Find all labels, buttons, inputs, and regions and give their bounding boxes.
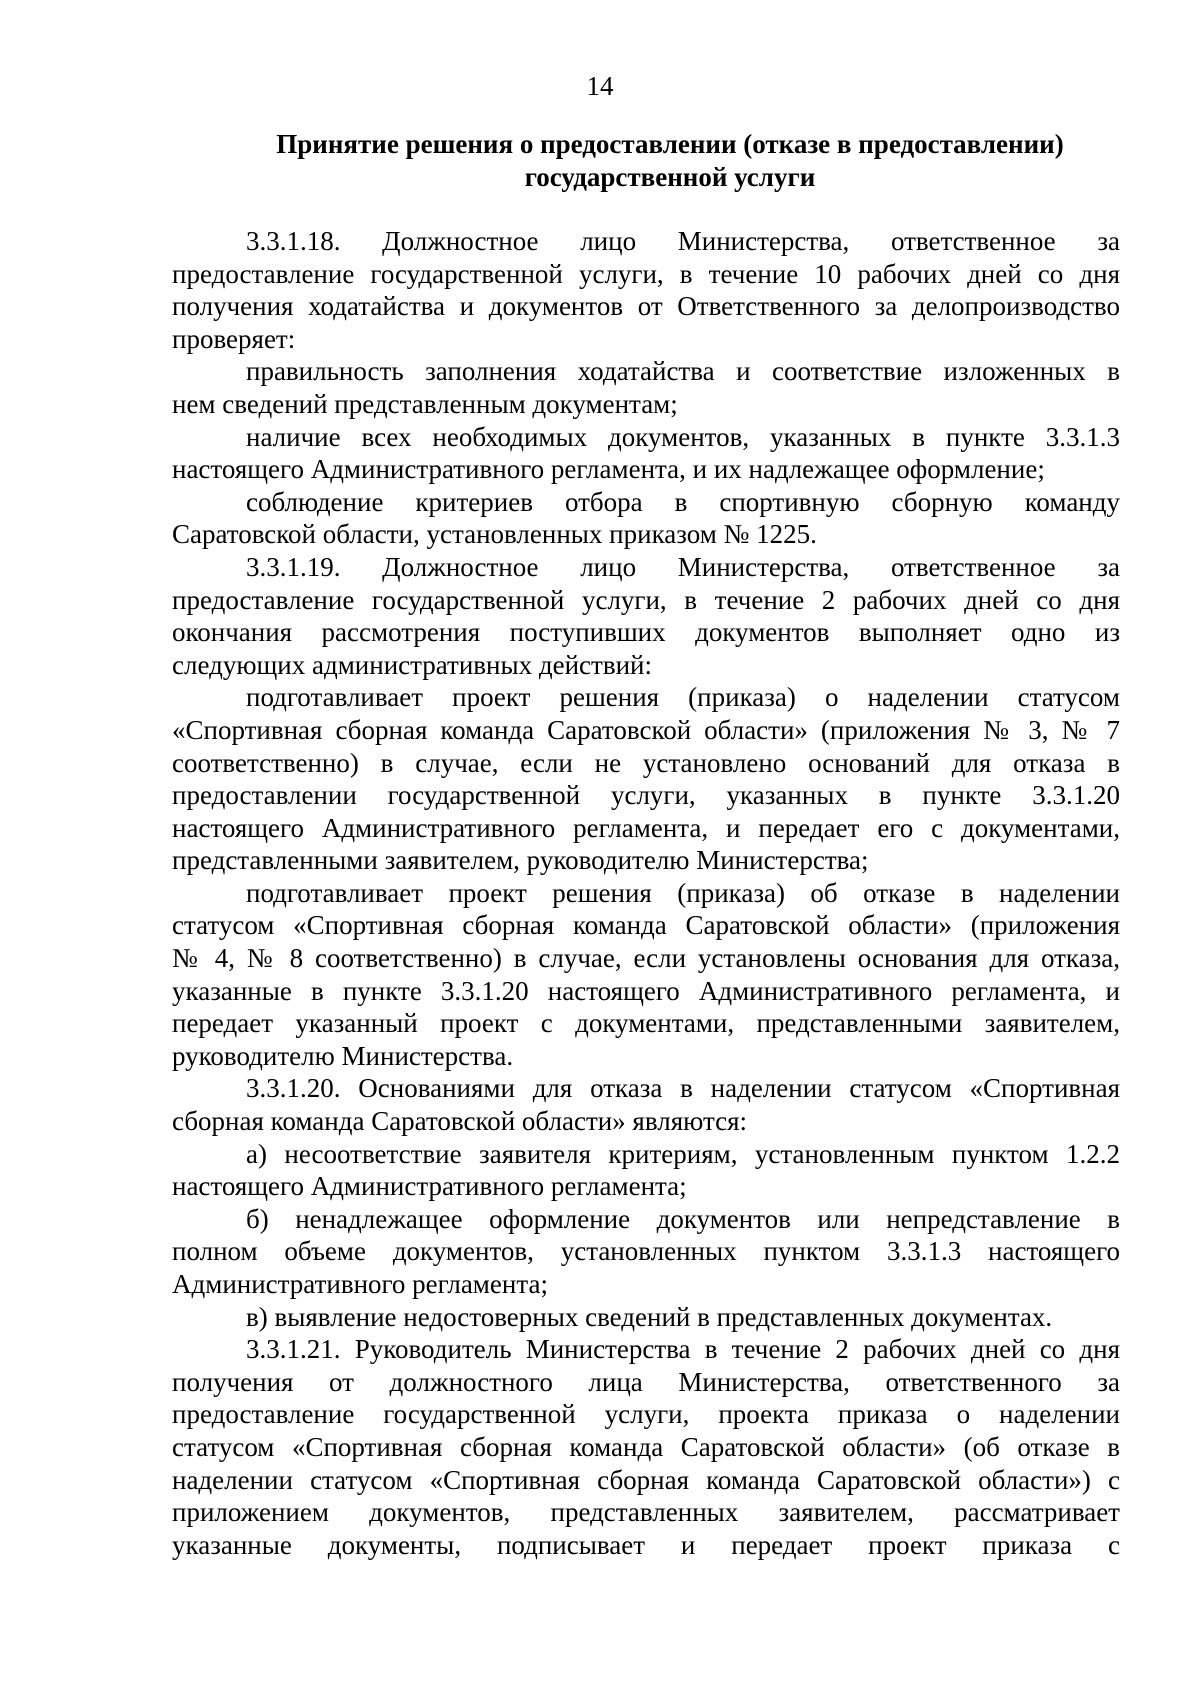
paragraph <box>172 877 1120 1073</box>
paragraph <box>172 486 1120 551</box>
text-line: статусом «Спортивная сборная команда Саратовской области» (об отказе в <box>172 1431 1120 1462</box>
text-line: следующих административных действий: <box>172 649 652 680</box>
text-line: предоставление государственной услуги, в течение 10 рабочих дней со дня <box>172 258 1120 289</box>
text-line: настоящего Административного регламента; <box>172 1171 687 1202</box>
text-line: полном объеме документов, установленных пунктом 3.3.1.3 настоящего <box>172 1236 1120 1267</box>
paragraph <box>172 355 1120 420</box>
text-line: 3.3.1.19. Должностное лицо Министерства, ответственное за <box>246 551 1120 582</box>
text-line: б) ненадлежащее оформление документов или непредставление в <box>246 1203 1120 1234</box>
text-line: соблюдение критериев отбора в спортивную сборную команду <box>246 486 1120 517</box>
text-line: руководителю Министерства. <box>172 1040 514 1071</box>
text-line: предоставлении государственной услуги, указанных в пункте 3.3.1.20 <box>172 780 1120 811</box>
text-line: а) несоответствие заявителя критериям, установленным пунктом 1.2.2 <box>246 1138 1120 1169</box>
page-number: 14 <box>586 71 614 101</box>
text-line: наличие всех необходимых документов, указанных в пункте 3.3.1.3 <box>246 421 1120 452</box>
paragraph <box>172 1138 1120 1203</box>
text-line: сборная команда Саратовской области» являются: <box>172 1106 747 1137</box>
paragraph <box>172 551 1120 681</box>
paragraph <box>172 681 1120 877</box>
text-line: предоставление государственной услуги, проекта приказа о наделении <box>172 1399 1120 1430</box>
text-line: наделении статусом «Спортивная сборная команда Саратовской области») с <box>172 1464 1120 1495</box>
text-line: Саратовской области, установленных приказом № 1225. <box>172 519 817 550</box>
text-line: настоящего Административного регламента, и передает его с документами, <box>172 812 1120 843</box>
paragraph <box>172 1333 1120 1561</box>
text-line: предоставление государственной услуги, в течение 2 рабочих дней со дня <box>172 584 1120 615</box>
text-line: 3.3.1.21. Руководитель Министерства в течение 2 рабочих дней со дня <box>246 1334 1120 1365</box>
paragraph <box>172 1072 1120 1137</box>
text-line: нем сведений представленным документам; <box>172 388 678 419</box>
text-line: № 4, № 8 соответственно) в случае, если установлены основания для отказа, <box>172 943 1120 974</box>
section-heading <box>240 128 1100 194</box>
text-line: правильность заполнения ходатайства и соответствие изложенных в <box>246 356 1120 387</box>
text-line: представленными заявителем, руководителю Министерства; <box>172 845 869 876</box>
text-line: подготавливает проект решения (приказа) о наделении статусом <box>246 682 1120 713</box>
text-line: указанные в пункте 3.3.1.20 настоящего Административного регламента, и <box>172 975 1120 1006</box>
text-line: статусом «Спортивная сборная команда Саратовской области» (приложения <box>172 910 1120 941</box>
section-heading-line-2: государственной услуги <box>524 162 816 192</box>
paragraph <box>172 1301 1120 1334</box>
text-line: передает указанный проект с документами, представленными заявителем, <box>172 1008 1120 1039</box>
text-line: получения от должностного лица Министерства, ответственного за <box>172 1366 1120 1397</box>
text-line: настоящего Административного регламента, и их надлежащее оформление; <box>172 454 1045 485</box>
paragraph <box>172 421 1120 486</box>
document-body <box>172 225 1120 1561</box>
text-line: 3.3.1.18. Должностное лицо Министерства, ответственное за <box>246 226 1120 256</box>
text-line: проверяет: <box>172 323 296 354</box>
text-line: соответственно) в случае, если не установлено оснований для отказа в <box>172 747 1120 778</box>
paragraph <box>172 1203 1120 1301</box>
text-line: 3.3.1.20. Основаниями для отказа в наделении статусом «Спортивная <box>246 1073 1120 1104</box>
text-line: в) выявление недостоверных сведений в представленных документах. <box>246 1301 1053 1332</box>
text-line: окончания рассмотрения поступивших документов выполняет одно из <box>172 617 1120 648</box>
text-line: указанные документы, подписывает и передает проект приказа с <box>172 1529 1120 1560</box>
text-line: Административного регламента; <box>172 1269 548 1299</box>
text-line: «Спортивная сборная команда Саратовской области» (приложения № 3, № 7 <box>172 714 1120 745</box>
text-line: подготавливает проект решения (приказа) об отказе в наделении <box>246 877 1120 908</box>
section-heading-line-1: Принятие решения о предоставлении (отказе в предоставлении) <box>276 129 1064 159</box>
text-line: получения ходатайства и документов от Ответственного за делопроизводство <box>172 291 1120 322</box>
text-line: приложением документов, представленных заявителем, рассматривает <box>172 1497 1120 1528</box>
paragraph <box>172 225 1120 355</box>
